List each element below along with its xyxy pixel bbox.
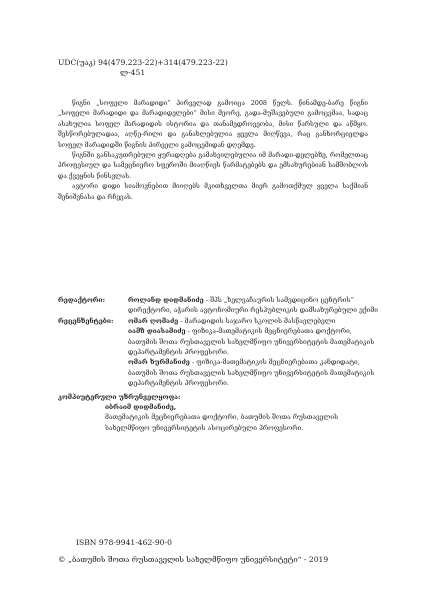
preface-paragraph: წიგნი „სოფელი მარადიდი“ პირველად გამოიცა 2008 წელს. წინამდე-ბარე წიგნი „სოფელი მარადიდი და მარადიდელები“ მისი მეორე, გადა-მუშავებული გამოცემაა, სადაც ასახულია სოფელ მარადიდის ისტორია და თანამედროვეობა, მისი წარსული და აწმყო. შესწორებულადაა, აღწე-რილი და განახლებულია ყველა მიღწევა, რაც განხორციელდა სოფელ მარადიდში წიგნის პირველი გამოცემიდან დღემდე. <box>58 99 368 149</box>
copyright: © „ბათუმის შოთა რუსთაველის სახელმწიფო უნივერსიტეტი“ - 2019 <box>58 555 329 564</box>
reviewer-entry <box>128 316 378 326</box>
computer-support-label: კომპიუტერული უზრუნველყოფა: <box>58 392 181 401</box>
reviewer-entry <box>128 326 378 357</box>
isbn: ISBN 978-9941-462-90-0 <box>76 538 172 547</box>
udc-code: UDC(უაკ) 94(479.223-22)+314(479.223-22) <box>58 58 228 67</box>
computer-support-entry <box>58 402 378 433</box>
reviewer-description: - ფიზიკა-მათემატიკის მეცნიერებათა დოქტორი, ბათუმის შოთა რუსთაველის სახელმწიფო უნივერსიტეტის მათემატიკის დეპარტამენტის პროფესორი. <box>128 327 375 357</box>
reviewer-name: იამზ დიასამიძე <box>128 327 186 336</box>
reviewers-row <box>58 316 378 389</box>
editor-description: - შპს „ხელვაჩაურის სამედიცინო ცენტრის“ დირექტორი, აჭარის ავტონომიური რესპუბლიკის დამსახურებული ექიმი <box>128 296 378 315</box>
reviewers-label: რეცენზენტები: <box>58 316 114 325</box>
computer-support-description: მათემატიკის მეცნიერებათა დოქტორი, ბათუმის შოთა რუსთაველის სახელმწიფო უნივერსიტეტის ასოცირებული პროფესორი. <box>105 413 339 432</box>
editor-row <box>58 295 378 316</box>
reviewer-name: ომარ ღომაძე <box>128 316 179 325</box>
editor-name: როლანდ დიდმანიძე <box>128 296 204 304</box>
preface-paragraph: ავტორი დიდი სიამოვნებით მიიღებს მკითხველთა მიერ გამოთქმულ ყველა საქმიან შენიშვნასა და რჩევას. <box>58 182 368 201</box>
editor-label: რედაქტორი: <box>58 296 106 304</box>
reviewer-name: ომარ ხურმანიძე <box>128 358 190 367</box>
preface-text <box>58 98 368 202</box>
preface-paragraph: წიგნში განსაკუთრებული ყურადღება გამახვილებულია იმ მარადი-დელებზე, რომელთაც პროფესიულ და სამეცნიერო სფეროში მიაღწიეს წარმატებებს და ემსახურებიან სამშობლოს და ქვეყნის წინსვლას. <box>58 151 368 180</box>
udc-index: ლ-451 <box>120 67 146 77</box>
udc-block <box>58 58 228 78</box>
credits-block <box>58 295 378 433</box>
reviewer-description: - ფიზიკა-მათემატიკის მეცნიერებათა კანდიდატი, ბათუმის შოთა რუსთაველის სახელმწიფო უნივერსიტეტის მათემატიკის დეპარტამენტის პროფესორი. <box>128 358 375 388</box>
reviewer-description: - მარადიდის საჯარო სკოლის მასწავლებელი <box>180 316 336 325</box>
computer-support-name: იბრაიმ დიდმანიძე, <box>105 403 177 412</box>
reviewer-entry <box>128 357 378 388</box>
